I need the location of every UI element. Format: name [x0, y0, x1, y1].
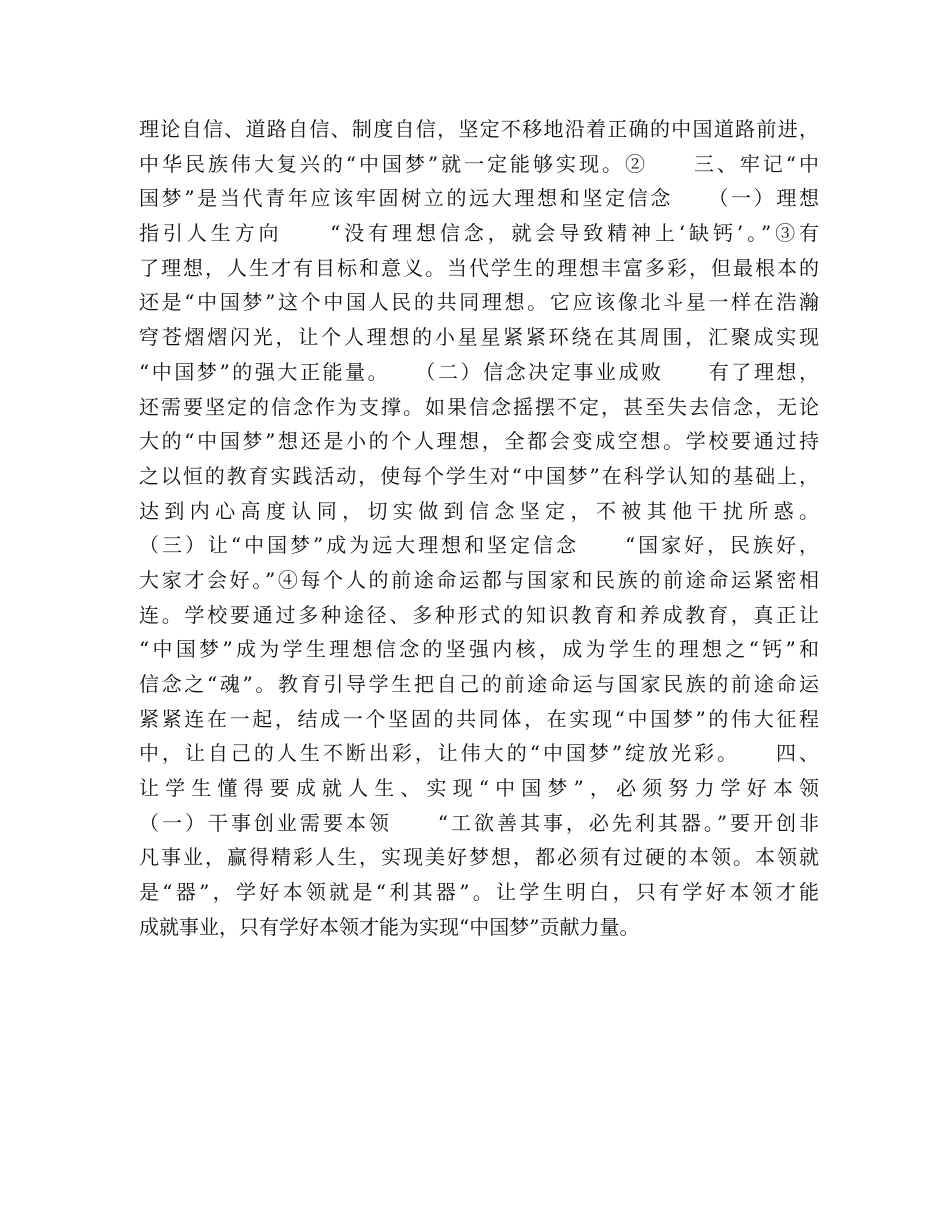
text-line: 穹苍熠熠闪光，让个人理想的小星星紧紧环绕在其周围，汇聚成实现 — [139, 325, 819, 350]
text-line: 大家才会好。”④每个人的前途命运都与国家和民族的前途命运紧密相 — [139, 567, 819, 592]
text-line: “中国梦”成为学生理想信念的坚强内核，成为学生的理想之“钙”和 — [139, 637, 819, 662]
text-line: 信念之“魂”。教育引导学生把自己的前途命运与国家民族的前途命运 — [139, 672, 819, 696]
text-line: 让学生懂得要成就人生、实现“中国梦”，必须努力学好本领 — [139, 776, 819, 801]
text-line: 连。学校要通过多种途径、多种形式的知识教育和养成教育，真正让 — [139, 602, 819, 627]
text-line: 达到内心高度认同，切实做到信念坚定，不被其他干扰所惑。 — [139, 498, 819, 523]
text-line: 凡事业，赢得精彩人生，实现美好梦想，都必须有过硬的本领。本领就 — [139, 845, 819, 870]
text-line: 还是“中国梦”这个中国人民的共同理想。它应该像北斗星一样在浩瀚 — [139, 290, 819, 315]
text-line: 指引人生方向 “没有理想信念，就会导致精神上‘缺钙’。”③有 — [139, 221, 819, 246]
text-line: （三）让“中国梦”成为远大理想和坚定信念 “国家好，民族好， — [139, 533, 819, 558]
text-line: （一）干事创业需要本领 “工欲善其事，必先利其器。”要开创非 — [139, 810, 819, 835]
text-line: 紧紧连在一起，结成一个坚固的共同体，在实现“中国梦”的伟大征程 — [139, 706, 819, 731]
text-line: 之以恒的教育实践活动，使每个学生对“中国梦”在科学认知的基础上， — [139, 463, 819, 488]
text-line: “中国梦”的强大正能量。 （二）信念决定事业成败 有了理想， — [139, 359, 819, 384]
text-line: 中华民族伟大复兴的“中国梦”就一定能够实现。② 三、牢记“中 — [139, 151, 819, 176]
text-line: 了理想，人生才有目标和意义。当代学生的理想丰富多彩，但最根本的 — [139, 255, 819, 280]
text-line: 国梦”是当代青年应该牢固树立的远大理想和坚定信念 （一）理想 — [139, 186, 819, 211]
text-line: 大的“中国梦”想还是小的个人理想，全都会变成空想。学校要通过持 — [139, 429, 819, 454]
text-line: 理论自信、道路自信、制度自信，坚定不移地沿着正确的中国道路前进， — [139, 117, 819, 141]
text-line: 成就事业，只有学好本领才能为实现“中国梦”贡献力量。 — [139, 914, 640, 939]
text-line: 中，让自己的人生不断出彩，让伟大的“中国梦”绽放光彩。 四、 — [139, 741, 819, 766]
body-text — [139, 112, 819, 945]
text-line: 是“器”，学好本领就是“利其器”。让学生明白，只有学好本领才能 — [139, 880, 819, 905]
text-line: 还需要坚定的信念作为支撑。如果信念摇摆不定，甚至失去信念，无论 — [139, 394, 819, 419]
